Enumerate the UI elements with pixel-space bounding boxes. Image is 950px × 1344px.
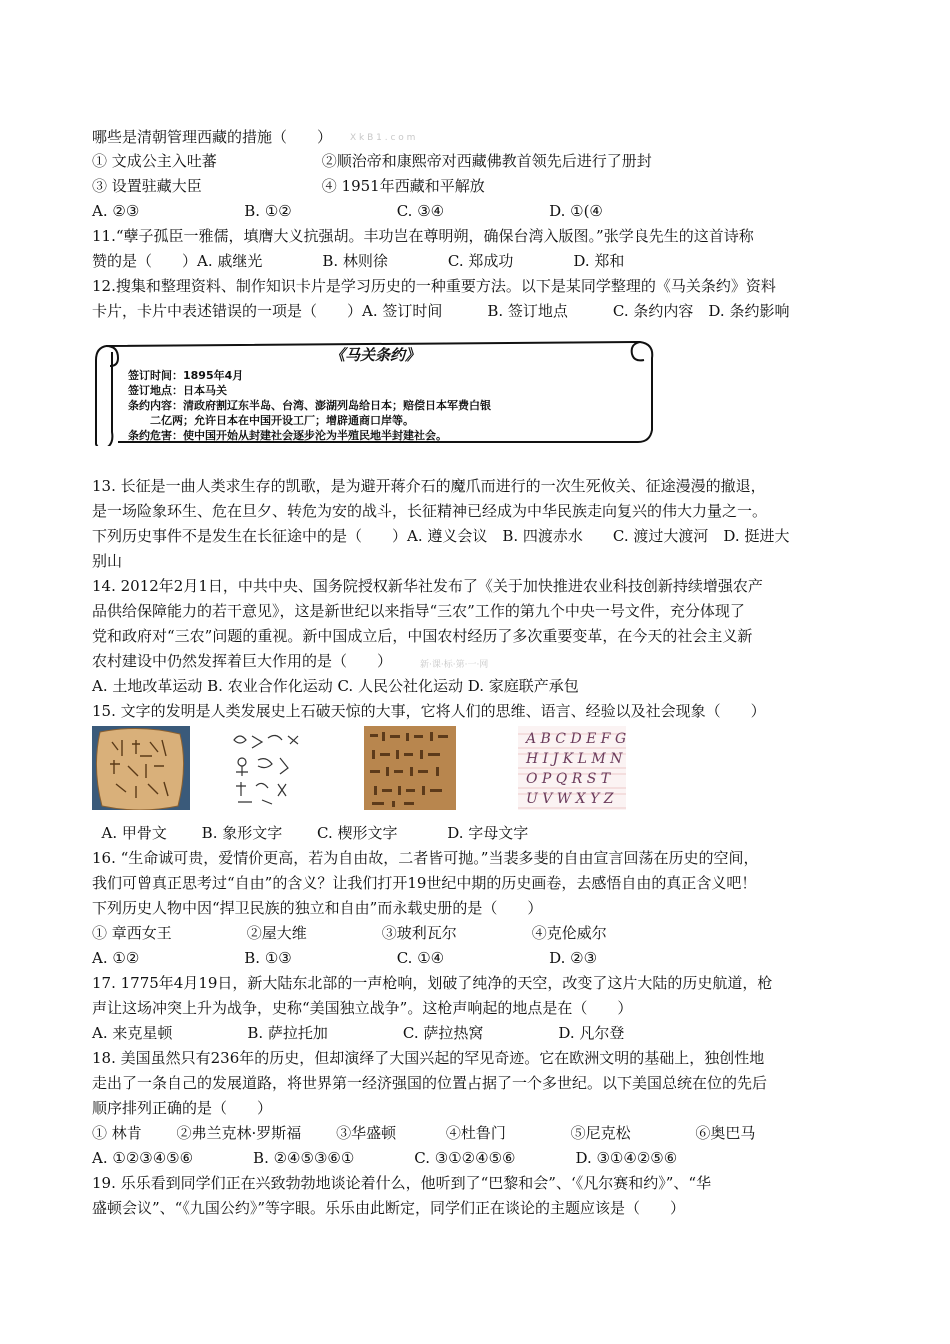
- alphabet-row-2: H I J K L M N: [526, 751, 623, 767]
- card-row-content: 条约内容：清政府割辽东半岛、台湾、澎湖列岛给日本；赔偿日本军费白银: [128, 399, 491, 412]
- line-05: 11.“孽子孤臣一雅儒，填膺大义抗强胡。丰功岂在尊明朔，确保台湾入版图。”张学良先生的这首诗称: [92, 227, 754, 245]
- alphabet-script-image: [518, 726, 626, 810]
- alphabet-row-3: O P Q R S T: [526, 771, 611, 787]
- line-15: 党和政府对“三农”问题的重视。新中国成立后，中国农村经历了多次重要变革，在今天的社会主义新: [92, 627, 753, 645]
- alphabet-row-4: U V W X Y Z: [526, 791, 614, 807]
- pictograph-image: [228, 726, 308, 810]
- line-14: 品供给保障能力的若干意见》，这是新世纪以来指导“三农”工作的第九个中央一号文件，充分体现了: [92, 602, 745, 620]
- line-28: 18. 美国虽然只有236年的历史，但却演绎了大国兴起的罕见奇迹。它在欧洲文明的基础上，独创性地: [92, 1049, 765, 1067]
- line-13: 14. 2012年2月1日，中共中央、国务院授权新华社发布了《关于加快推进农业科技创新持续增强农产: [92, 577, 763, 595]
- line-18: 15. 文字的发明是人类发展史上石破天惊的大事，它将人们的思维、语言、经验以及社会现象（ ）: [92, 702, 766, 720]
- card-title: 《马关条约》: [330, 346, 421, 364]
- card-row-content-cont: 二亿两；允许日本在中国开设工厂；增辟通商口岸等。: [128, 414, 414, 427]
- line-26: 声让这场冲突上升为战争，史称“美国独立战争”。这枪声响起的地点是在（ ）: [92, 999, 633, 1017]
- line-06: 赞的是（ ）A. 戚继光 B. 林则徐 C. 郑成功 D. 郑和: [92, 252, 625, 270]
- line-04: A. ②③ B. ①② C. ③④ D. ①(④: [92, 202, 603, 220]
- line-22: 下列历史人物中因“捍卫民族的独立和自由”而永载史册的是（ ）: [92, 899, 543, 917]
- line-29: 走出了一条自己的发展道路，将世界第一经济强国的位置占据了一个多世纪。以下美国总统在位的先后: [92, 1074, 768, 1092]
- line-11: 下列历史事件不是发生在长征途中的是（ ）A. 遵义会议 B. 四渡赤水 C. 渡过大渡河 D. 挺进大: [92, 527, 790, 545]
- line-23: ① 章西女王 ②屋大维 ③玻利瓦尔 ④克伦威尔: [92, 924, 607, 942]
- line-12: 别山: [92, 552, 123, 570]
- line-34: 盛顿会议”、“《九国公约》”等字眼。乐乐由此断定，同学们正在谈论的主题应该是（ ）: [92, 1199, 686, 1217]
- card-row-place: 签订地点：日本马关: [128, 384, 227, 397]
- line-02: ① 文成公主入吐蕃 ②顺治帝和康熙帝对西藏佛教首领先后进行了册封: [92, 152, 652, 170]
- line-33: 19. 乐乐看到同学们正在兴致勃勃地谈论着什么，他听到了“巴黎和会”、‘《凡尔赛和约》”、“华: [92, 1174, 712, 1192]
- line-08: 卡片，卡片中表述错误的一项是（ ）A. 签订时间 B. 签订地点 C. 条约内容 D. 条约影响: [92, 302, 790, 320]
- line-32: A. ①②③④⑤⑥ B. ②④⑤③⑥① C. ③①②④⑤⑥ D. ③①④②⑤⑥: [92, 1149, 678, 1167]
- line-31: ① 林肯 ②弗兰克林·罗斯福 ③华盛顿 ④杜鲁门 ⑤尼克松 ⑥奥巴马: [92, 1124, 756, 1142]
- line-24: A. ①② B. ①③ C. ①④ D. ②③: [92, 949, 598, 967]
- line-16: 农村建设中仍然发挥着巨大作用的是（ ）: [92, 652, 393, 670]
- treaty-scroll-card: [92, 332, 658, 446]
- oracle-bone-image: [92, 726, 190, 810]
- line-10: 是一场险象环生、危在旦夕、转危为安的战斗，长征精神已经成为中华民族走向复兴的伟大力量之一。: [92, 502, 768, 520]
- watermark-xkb1-cn: 新·课·标·第·一·网: [420, 660, 489, 670]
- cuneiform-tablet-image: [364, 726, 456, 810]
- line-03: ③ 设置驻藏大臣 ④ 1951年西藏和平解放: [92, 177, 485, 195]
- card-row-time: 签订时间：1895年4月: [128, 369, 244, 382]
- line-27: A. 来克星顿 B. 萨拉托加 C. 萨拉热窝 D. 凡尔登: [92, 1024, 625, 1042]
- line-25: 17. 1775年4月19日，新大陆东北部的一声枪响，划破了纯净的天空，改变了这片大陆的历史航道，枪: [92, 974, 773, 992]
- card-row-harm: 条约危害：使中国开始从封建社会逐步沦为半殖民地半封建社会。: [128, 429, 447, 442]
- line-09: 13. 长征是一曲人类求生存的凯歌，是为避开蒋介石的魔爪而进行的一次生死攸关、征途漫漫的撤退，: [92, 477, 766, 495]
- line-07: 12.搜集和整理资料、制作知识卡片是学习历史的一种重要方法。以下是某同学整理的《马关条约》资料: [92, 277, 776, 295]
- watermark-xkb1: X k B 1 . c o m: [350, 133, 416, 143]
- line-19: A. 甲骨文 B. 象形文字 C. 楔形文字 D. 字母文字: [92, 824, 529, 842]
- line-21: 我们可曾真正思考过“自由”的含义？让我们打开19世纪中期的历史画卷，去感悟自由的真正含义吧！: [92, 874, 757, 892]
- line-20: 16. “生命诚可贵，爱情价更高，若为自由故，二者皆可抛。”当裴多斐的自由宣言回荡在历史的空间，: [92, 849, 759, 867]
- alphabet-row-1: A B C D E F G: [526, 731, 627, 747]
- line-17: A. 土地改革运动 B. 农业合作化运动 C. 人民公社化运动 D. 家庭联产承包: [92, 677, 579, 695]
- line-30: 顺序排列正确的是（ ）: [92, 1099, 273, 1117]
- line-01: 哪些是清朝管理西藏的措施（ ）: [92, 128, 333, 146]
